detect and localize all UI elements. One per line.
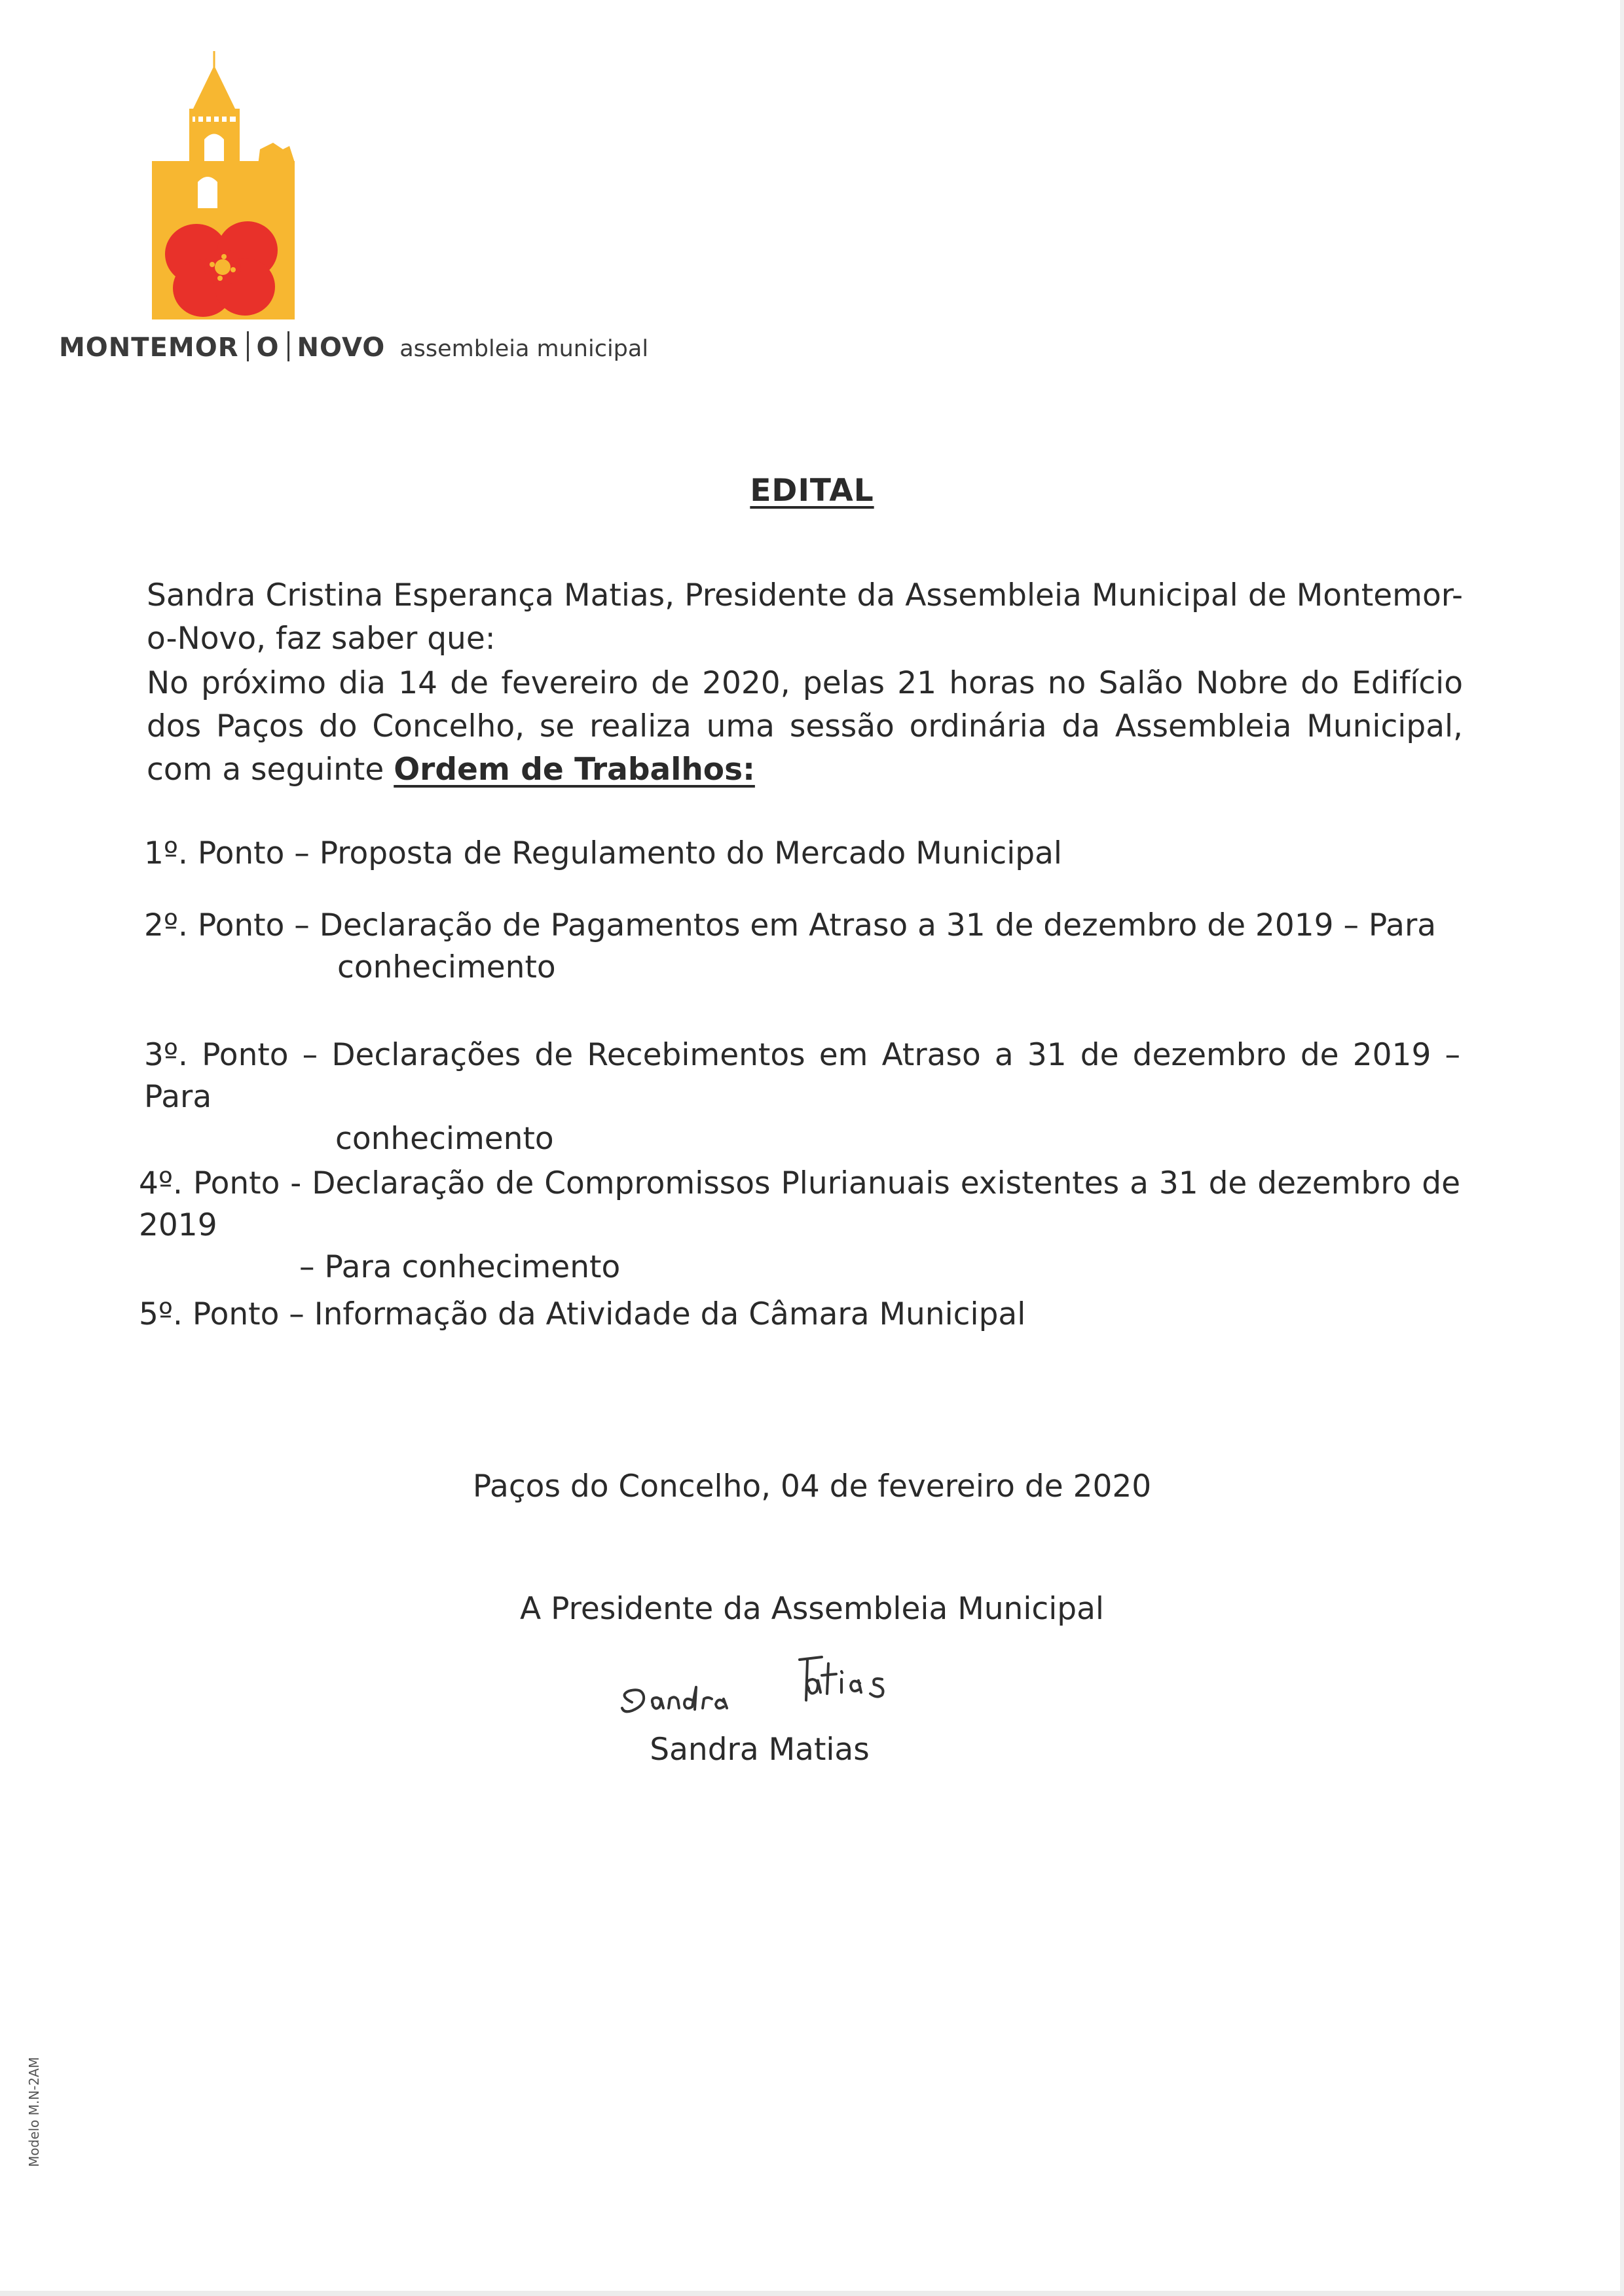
intro-paragraph: Sandra Cristina Esperança Matias, Presidente da Assembleia Municipal de Montemor-o-Novo, faz saber que: [147, 577, 1463, 657]
agenda-item-continuation: – Para conhecimento [299, 1249, 621, 1285]
scan-edge-bottom [0, 2291, 1624, 2296]
document-title: EDITAL [750, 473, 874, 509]
agenda-item-1 [144, 833, 1460, 875]
agenda-item-text: 2º. Ponto – Declaração de Pagamentos em Atraso a 31 de dezembro de 2019 – Para [144, 907, 1437, 943]
logo-separator [287, 331, 289, 361]
signatory-title: A Presidente da Assembleia Municipal [520, 1591, 1104, 1627]
agenda-item-continuation: conhecimento [335, 1121, 554, 1157]
agenda-item-3 [144, 1034, 1460, 1160]
logo-wordmark [59, 331, 648, 363]
place-date: Paços do Concelho, 04 de fevereiro de 2020 [472, 1468, 1152, 1504]
agenda-item-continuation: conhecimento [337, 949, 556, 985]
handwritten-signature [612, 1640, 953, 1732]
logo-subtitle: assembleia municipal [399, 336, 649, 362]
agenda-item-text: 5º. Ponto – Informação da Atividade da Câmara Municipal [139, 1296, 1026, 1332]
logo-separator [247, 331, 249, 361]
agenda-item-4 [139, 1163, 1460, 1288]
meeting-text: No próximo dia 14 de fevereiro de 2020, pelas 21 horas no Salão Nobre do Edifício dos Paços do Concelho, se realiza uma sessão ordinária da Assembleia Municipal, com a seguinte [147, 665, 1463, 788]
agenda-label: Ordem de Trabalhos: [394, 752, 755, 788]
castle-flower-logo-icon [152, 51, 303, 319]
meeting-paragraph [147, 662, 1463, 792]
model-code: Modelo M.N-2AM [26, 2056, 42, 2167]
agenda-item-text: 3º. Ponto – Declarações de Recebimentos em Atraso a 31 de dezembro de 2019 – Para [144, 1037, 1460, 1115]
agenda-item-5 [139, 1294, 1455, 1336]
agenda-item-text: 4º. Ponto - Declaração de Compromissos Plurianuais existentes a 31 de dezembro de 2019 [139, 1165, 1460, 1243]
agenda-item-text: 1º. Ponto – Proposta de Regulamento do Mercado Municipal [144, 835, 1062, 871]
signatory-name: Sandra Matias [650, 1732, 870, 1768]
logo-word-o: O [256, 333, 280, 363]
logo-word-montemor: MONTEMOR [59, 333, 239, 363]
agenda-item-2 [144, 905, 1460, 989]
scan-edge [1620, 0, 1624, 2296]
logo-word-novo: NOVO [297, 333, 386, 363]
